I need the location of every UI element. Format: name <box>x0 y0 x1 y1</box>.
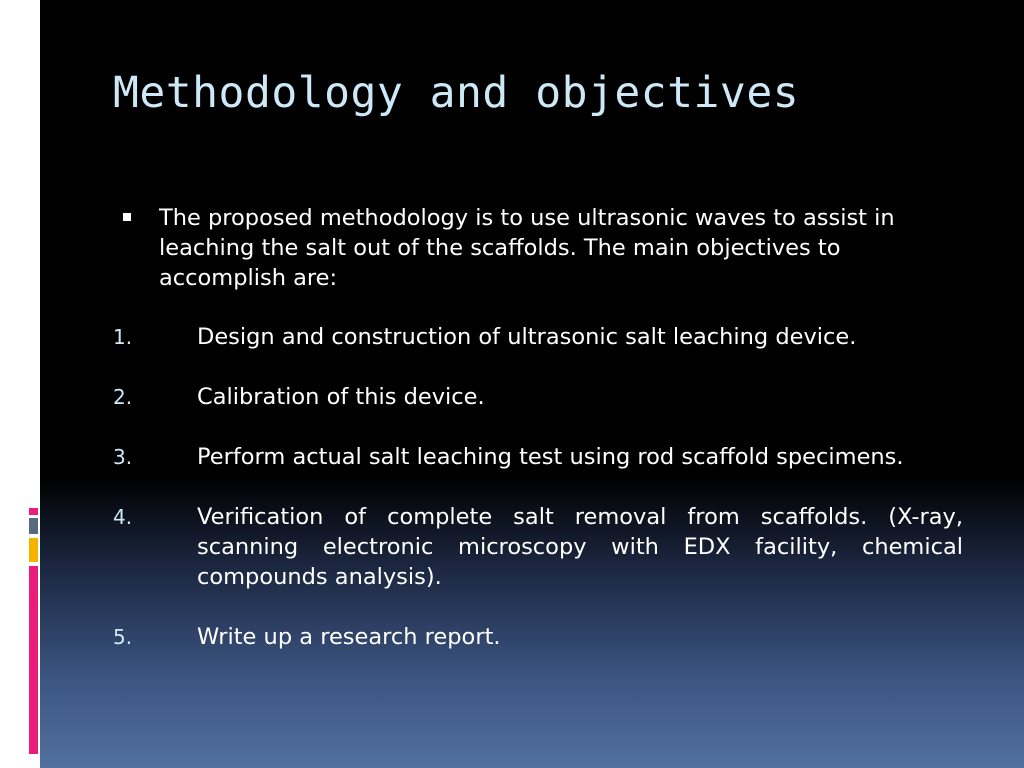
list-item-text: Calibration of this device. <box>197 384 485 410</box>
list-item <box>113 382 963 412</box>
accent-bar-gray <box>29 518 38 534</box>
list-item-number: 2. <box>113 385 133 409</box>
square-bullet-icon <box>123 213 131 221</box>
intro-bullet <box>123 203 963 293</box>
list-item-number: 4. <box>113 505 133 529</box>
accent-bar-pink-top <box>29 508 38 515</box>
objectives-list <box>113 322 963 682</box>
list-item-number: 5. <box>113 625 133 649</box>
accent-bar-yellow <box>29 538 38 562</box>
list-item-text: Write up a research report. <box>197 624 501 650</box>
intro-bullet-text: The proposed methodology is to use ultrasonic waves to assist in leaching the salt out of the scaffolds. The main objectives to accomplish are: <box>159 205 895 291</box>
accent-bar-pink-long <box>29 566 38 754</box>
slide-title: Methodology and objectives <box>113 68 800 118</box>
list-item <box>113 502 963 592</box>
list-item-number: 1. <box>113 325 133 349</box>
list-item-number: 3. <box>113 445 133 469</box>
list-item-text: Perform actual salt leaching test using rod scaffold specimens. <box>197 444 904 470</box>
slide <box>40 0 1024 768</box>
list-item-text: Design and construction of ultrasonic salt leaching device. <box>197 324 857 350</box>
list-item <box>113 622 963 652</box>
left-decoration-strip <box>0 0 40 768</box>
list-item <box>113 322 963 352</box>
list-item-text: Verification of complete salt removal from scaffolds. (X-ray, scanning electronic microscopy with EDX facility, chemical compounds analysis). <box>197 504 963 590</box>
list-item <box>113 442 963 472</box>
